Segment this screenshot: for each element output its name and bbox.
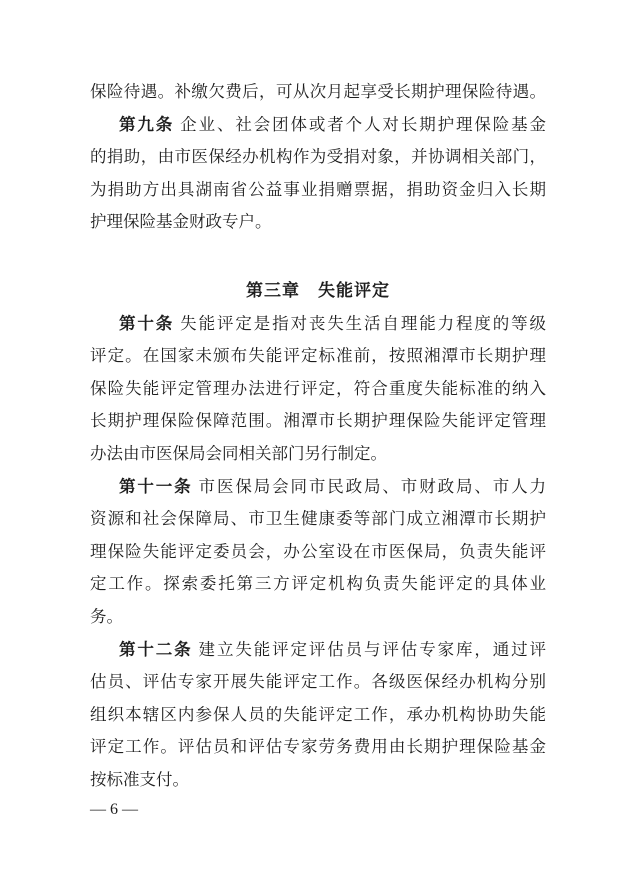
text-line: 第十条 失能评定是指对丧失生活自理能力程度的等级 [119, 313, 546, 333]
text-line: 定工作。探索委托第三方评定机构负责失能评定的具体业 [90, 574, 546, 594]
article-number: 第十二条 [119, 639, 193, 659]
text-line: 组织本辖区内参保人员的失能评定工作，承办机构协助失能 [90, 704, 546, 724]
article-number: 第十条 [119, 313, 175, 333]
text-line: 办法由市医保局会同相关部门另行制定。 [90, 443, 387, 463]
document-body [90, 76, 546, 796]
text-line: 长期护理保险保障范围。湘潭市长期护理保险失能评定管理 [90, 411, 546, 431]
paragraph [90, 471, 546, 634]
page-footer: — 6 — [90, 801, 138, 818]
chapter-heading: 第三章 失能评定 [246, 280, 390, 300]
text-line: 按标准支付。 [90, 769, 189, 789]
text-line: 估员、评估专家开展失能评定工作。各级医保经办机构分别 [90, 672, 546, 692]
text-line: 评定工作。评估员和评估专家劳务费用由长期护理保险基金 [90, 737, 546, 757]
text-line: 保险失能评定管理办法进行评定，符合重度失能标准的纳入 [90, 378, 546, 398]
article-number: 第九条 [119, 114, 175, 134]
paragraph [90, 76, 546, 109]
article-number: 第十一条 [119, 476, 193, 496]
text-line: 的捐助，由市医保经办机构作为受捐对象，并协调相关部门， [90, 147, 546, 167]
paragraph [90, 308, 546, 471]
text-line: 第十二条 建立失能评定评估员与评估专家库，通过评 [119, 639, 546, 659]
text-line: 务。 [90, 606, 123, 626]
text-line: 保险待遇。补缴欠费后，可从次月起享受长期护理保险待遇。 [90, 82, 546, 101]
text-line: 理保险失能评定委员会，办公室设在市医保局，负责失能评 [90, 541, 546, 561]
text-line: 第九条 企业、社会团体或者个人对长期护理保险基金 [119, 114, 546, 134]
text-line: 第十一条 市医保局会同市民政局、市财政局、市人力 [119, 476, 546, 496]
text-line: 为捐助方出具湖南省公益事业捐赠票据，捐助资金归入长期 [90, 179, 546, 199]
paragraph [90, 109, 546, 239]
text-line: 护理保险基金财政专户。 [90, 212, 272, 232]
paragraph [90, 634, 546, 797]
text-line: 资源和社会保障局、市卫生健康委等部门成立湘潭市长期护 [90, 509, 546, 529]
text-line: 评定。在国家未颁布失能评定标准前，按照湘潭市长期护理 [90, 346, 546, 366]
